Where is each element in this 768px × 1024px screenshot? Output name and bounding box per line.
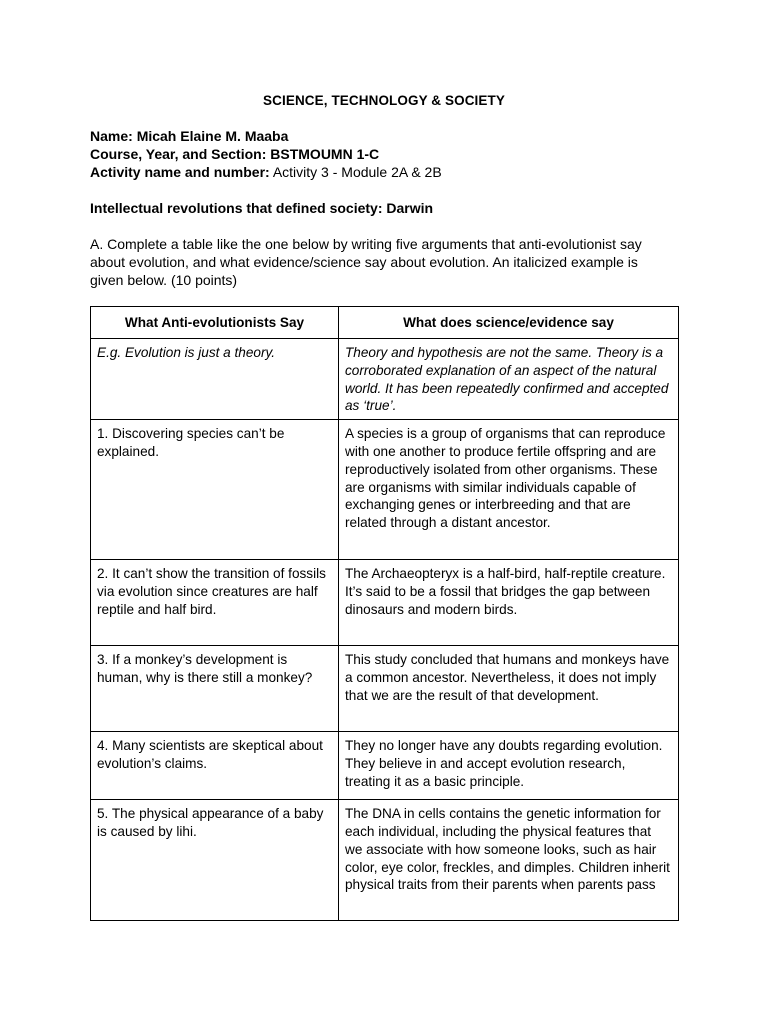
evidence-cell: The DNA in cells contains the genetic information for each individual, including the physical features that we associate with how someone looks, such as hair color, eye color, freckles, and dimples. Children inherit physical traits from their parents when parents pass xyxy=(339,800,679,921)
header-anti-evolutionists: What Anti-evolutionists Say xyxy=(91,307,339,339)
table-row xyxy=(91,560,679,646)
instructions-paragraph: A. Complete a table like the one below by writing five arguments that anti-evolutionist say about evolution, and what evidence/science say about evolution. An italicized example is given below. (10 points) xyxy=(90,236,642,288)
table-row xyxy=(91,420,679,560)
table-row-example xyxy=(91,339,679,420)
evidence-cell: The Archaeopteryx is a half-bird, half-reptile creature. It’s said to be a fossil that bridges the gap between dinosaurs and modern birds. xyxy=(339,560,679,646)
student-info xyxy=(90,127,690,181)
claim-cell: 5. The physical appearance of a baby is caused by lihi. xyxy=(91,800,339,921)
activity-value: Activity 3 - Module 2A & 2B xyxy=(272,164,442,180)
name-label: Name: xyxy=(90,128,133,144)
claim-cell: 3. If a monkey’s development is human, why is there still a monkey? xyxy=(91,646,339,732)
claim-cell: 4. Many scientists are skeptical about evolution’s claims. xyxy=(91,732,339,800)
header-science-evidence: What does science/evidence say xyxy=(339,307,679,339)
course-line xyxy=(90,145,690,163)
evidence-cell: A species is a group of organisms that can reproduce with one another to produce fertile offspring and are reproductively isolated from other organisms. These are organisms with similar individuals capable of exchanging genes or interbreeding and that are related through a distant ancestor. xyxy=(339,420,679,560)
section-heading: Intellectual revolutions that defined society: Darwin xyxy=(90,200,434,216)
table-row xyxy=(91,646,679,732)
course-label: Course, Year, and Section: xyxy=(90,146,267,162)
document-title: SCIENCE, TECHNOLOGY & SOCIETY xyxy=(263,93,505,108)
claim-cell: 1. Discovering species can’t be explained. xyxy=(91,420,339,560)
arguments-table xyxy=(90,306,679,921)
claim-cell: E.g. Evolution is just a theory. xyxy=(91,339,339,420)
activity-line xyxy=(90,163,690,181)
name-line xyxy=(90,127,690,145)
course-value: BSTMOUMN 1-C xyxy=(270,146,380,162)
table-row xyxy=(91,800,679,921)
activity-label: Activity name and number: xyxy=(90,164,270,180)
table-header-row xyxy=(91,307,679,339)
claim-cell: 2. It can’t show the transition of fossils via evolution since creatures are half reptile and half bird. xyxy=(91,560,339,646)
evidence-cell: This study concluded that humans and monkeys have a common ancestor. Nevertheless, it does not imply that we are the result of that development. xyxy=(339,646,679,732)
table-row xyxy=(91,732,679,800)
evidence-cell: They no longer have any doubts regarding evolution. They believe in and accept evolution research, treating it as a basic principle. xyxy=(339,732,679,800)
name-value: Micah Elaine M. Maaba xyxy=(136,128,289,144)
evidence-cell: Theory and hypothesis are not the same. Theory is a corroborated explanation of an aspect of the natural world. It has been repeatedly confirmed and accepted as ‘true’. xyxy=(339,339,679,420)
